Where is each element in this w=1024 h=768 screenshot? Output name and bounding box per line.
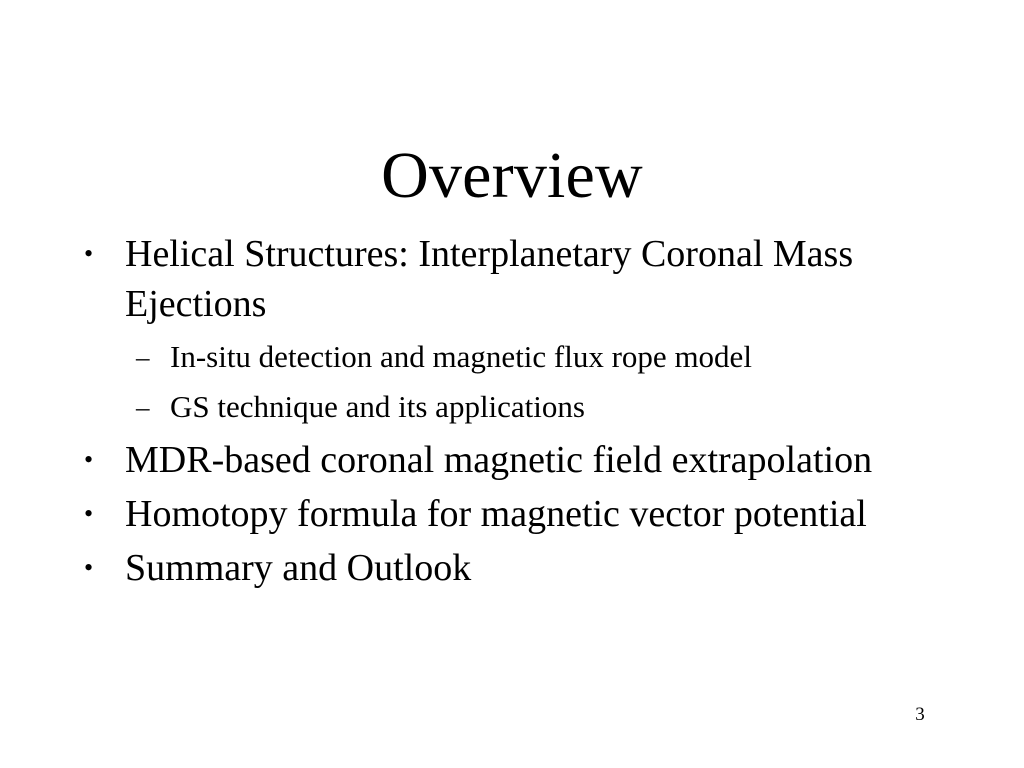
bullet-marker-icon: • — [84, 239, 94, 268]
list-item-label: Homotopy formula for magnetic vector potential — [125, 493, 867, 535]
list-item-label: Summary and Outlook — [125, 547, 472, 589]
list-item — [78, 543, 946, 593]
list-item-label: In-situ detection and magnetic flux rope model — [170, 339, 752, 374]
list-item — [78, 333, 946, 381]
list-item — [78, 229, 946, 329]
list-item — [78, 435, 946, 485]
list-item — [78, 489, 946, 539]
page-title: Overview — [381, 139, 643, 213]
page-number: 3 — [915, 704, 925, 725]
list-item-label: Helical Structures: Interplanetary Coronal Mass Ejections — [125, 233, 854, 325]
list-item-label: GS technique and its applications — [170, 389, 585, 424]
dash-marker-icon: – — [136, 342, 150, 372]
bullet-marker-icon: • — [84, 553, 94, 582]
bullet-marker-icon: • — [84, 499, 94, 528]
list-item-label: MDR-based coronal magnetic field extrapolation — [125, 439, 873, 481]
bullet-marker-icon: • — [84, 445, 94, 474]
list-item — [78, 383, 946, 431]
bullet-list — [78, 229, 946, 597]
dash-marker-icon: – — [136, 392, 150, 422]
